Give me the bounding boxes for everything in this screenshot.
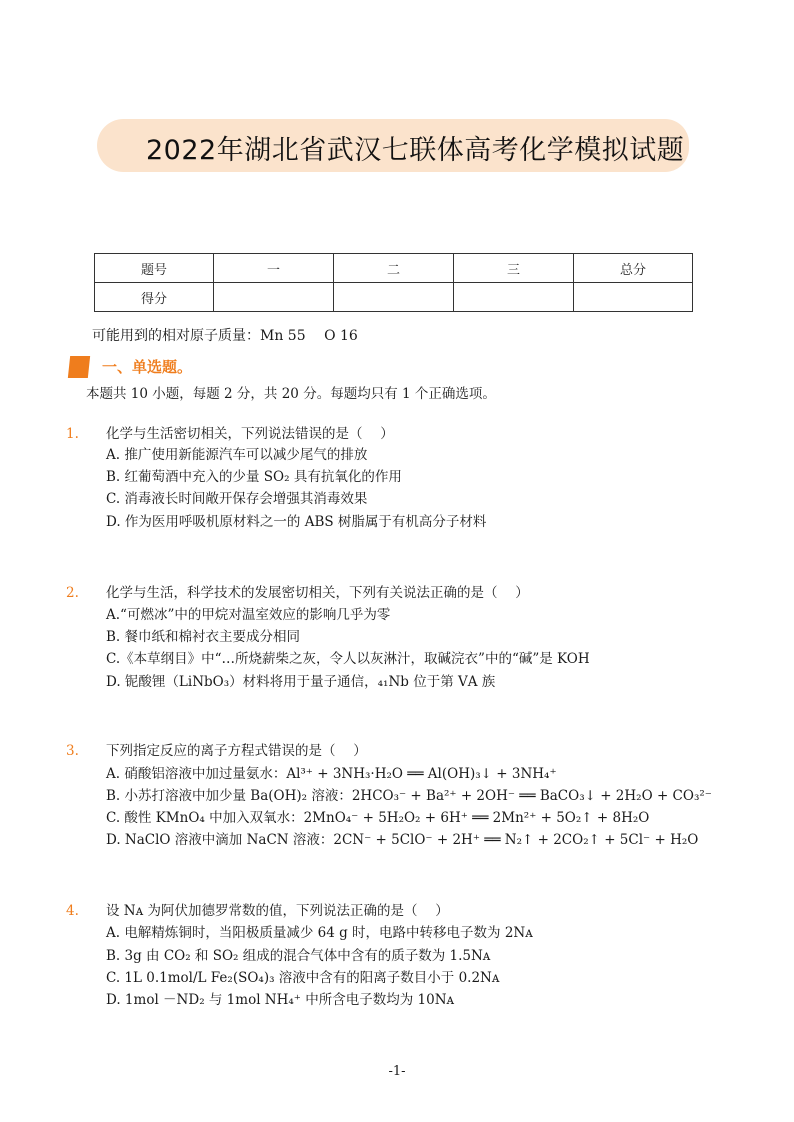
page-title: 2022年湖北省武汉七联体高考化学模拟试题 bbox=[146, 135, 685, 166]
score-table-cell: 三 bbox=[454, 254, 574, 283]
question-stem: 化学与生活，科学技术的发展密切相关，下列有关说法正确的是（ ） bbox=[106, 585, 529, 601]
score-table bbox=[94, 253, 693, 312]
option-d: D. 作为医用呼吸机原材料之一的 ABS 树脂属于有机高分子材料 bbox=[106, 514, 487, 530]
score-table-cell: 题号 bbox=[95, 254, 214, 283]
option-c: C. 1L 0.1mol/L Fe₂(SO₄)₃ 溶液中含有的阳离子数目小于 0.2Nᴀ bbox=[106, 970, 500, 986]
score-table-header-row bbox=[95, 254, 693, 283]
question-number: 1. bbox=[66, 426, 79, 442]
option-a: A. 硝酸铝溶液中加过量氨水：Al³⁺ + 3NH₃·H₂O ══ Al(OH)₃↓ + 3NH₄⁺ bbox=[106, 766, 557, 782]
score-entry-cell[interactable] bbox=[574, 283, 693, 312]
question-stem: 化学与生活密切相关，下列说法错误的是（ ） bbox=[106, 426, 394, 442]
option-d: D. NaClO 溶液中滴加 NaCN 溶液：2CN⁻ + 5ClO⁻ + 2H⁺ ══ N₂↑ + 2CO₂↑ + 5Cl⁻ + H₂O bbox=[106, 832, 699, 848]
option-d: D. 铌酸锂（LiNbO₃）材料将用于量子通信，₄₁Nb 位于第 ⅤA 族 bbox=[106, 674, 496, 690]
score-entry-cell[interactable] bbox=[334, 283, 454, 312]
option-c: C. 酸性 KMnO₄ 中加入双氧水：2MnO₄⁻ + 5H₂O₂ + 6H⁺ ══ 2Mn²⁺ + 5O₂↑ + 8H₂O bbox=[106, 810, 650, 826]
section-marker-icon bbox=[68, 356, 90, 378]
score-table-score-row bbox=[95, 283, 693, 312]
page-number: -1- bbox=[388, 1064, 406, 1079]
option-d: D. 1mol －ND₂ 与 1mol NH₄⁺ 中所含电子数均为 10Nᴀ bbox=[106, 992, 455, 1008]
atomic-masses-note: 可能用到的相对原子质量：Mn 55 O 16 bbox=[92, 328, 358, 344]
score-table-cell: 二 bbox=[334, 254, 454, 283]
score-table-cell: 得分 bbox=[95, 283, 214, 312]
question-stem: 设 Nᴀ 为阿伏加德罗常数的值，下列说法正确的是（ ） bbox=[106, 903, 449, 919]
option-a: A. 电解精炼铜时，当阳极质量减少 64 g 时，电路中转移电子数为 2Nᴀ bbox=[106, 925, 533, 941]
question-number: 2. bbox=[66, 585, 79, 601]
option-a: A.“可燃冰”中的甲烷对温室效应的影响几乎为零 bbox=[106, 607, 391, 623]
score-entry-cell[interactable] bbox=[454, 283, 574, 312]
question-number: 3. bbox=[66, 743, 79, 759]
option-c: C.《本草纲目》中“…所烧薪柴之灰，令人以灰淋汁，取碱浣衣”中的“碱”是 KOH bbox=[106, 651, 590, 667]
option-b: B. 餐巾纸和棉衬衣主要成分相同 bbox=[106, 629, 301, 645]
option-b: B. 红葡萄酒中充入的少量 SO₂ 具有抗氧化的作用 bbox=[106, 469, 402, 485]
option-c: C. 消毒液长时间敞开保存会增强其消毒效果 bbox=[106, 491, 368, 507]
option-b: B. 小苏打溶液中加少量 Ba(OH)₂ 溶液：2HCO₃⁻ + Ba²⁺ + 2OH⁻ ══ BaCO₃↓ + 2H₂O + CO₃²⁻ bbox=[106, 788, 712, 804]
question-stem: 下列指定反应的离子方程式错误的是（ ） bbox=[106, 743, 367, 759]
option-b: B. 3g 由 CO₂ 和 SO₂ 组成的混合气体中含有的质子数为 1.5Nᴀ bbox=[106, 948, 491, 964]
score-table-cell: 一 bbox=[214, 254, 334, 283]
option-a: A. 推广使用新能源汽车可以减少尾气的排放 bbox=[106, 447, 368, 463]
score-table-cell: 总分 bbox=[574, 254, 693, 283]
score-entry-cell[interactable] bbox=[214, 283, 334, 312]
question-number: 4. bbox=[66, 903, 79, 919]
section-title: 一、单选题。 bbox=[102, 358, 193, 376]
section-instruction: 本题共 10 小题，每题 2 分，共 20 分。每题均只有 1 个正确选项。 bbox=[86, 386, 496, 402]
